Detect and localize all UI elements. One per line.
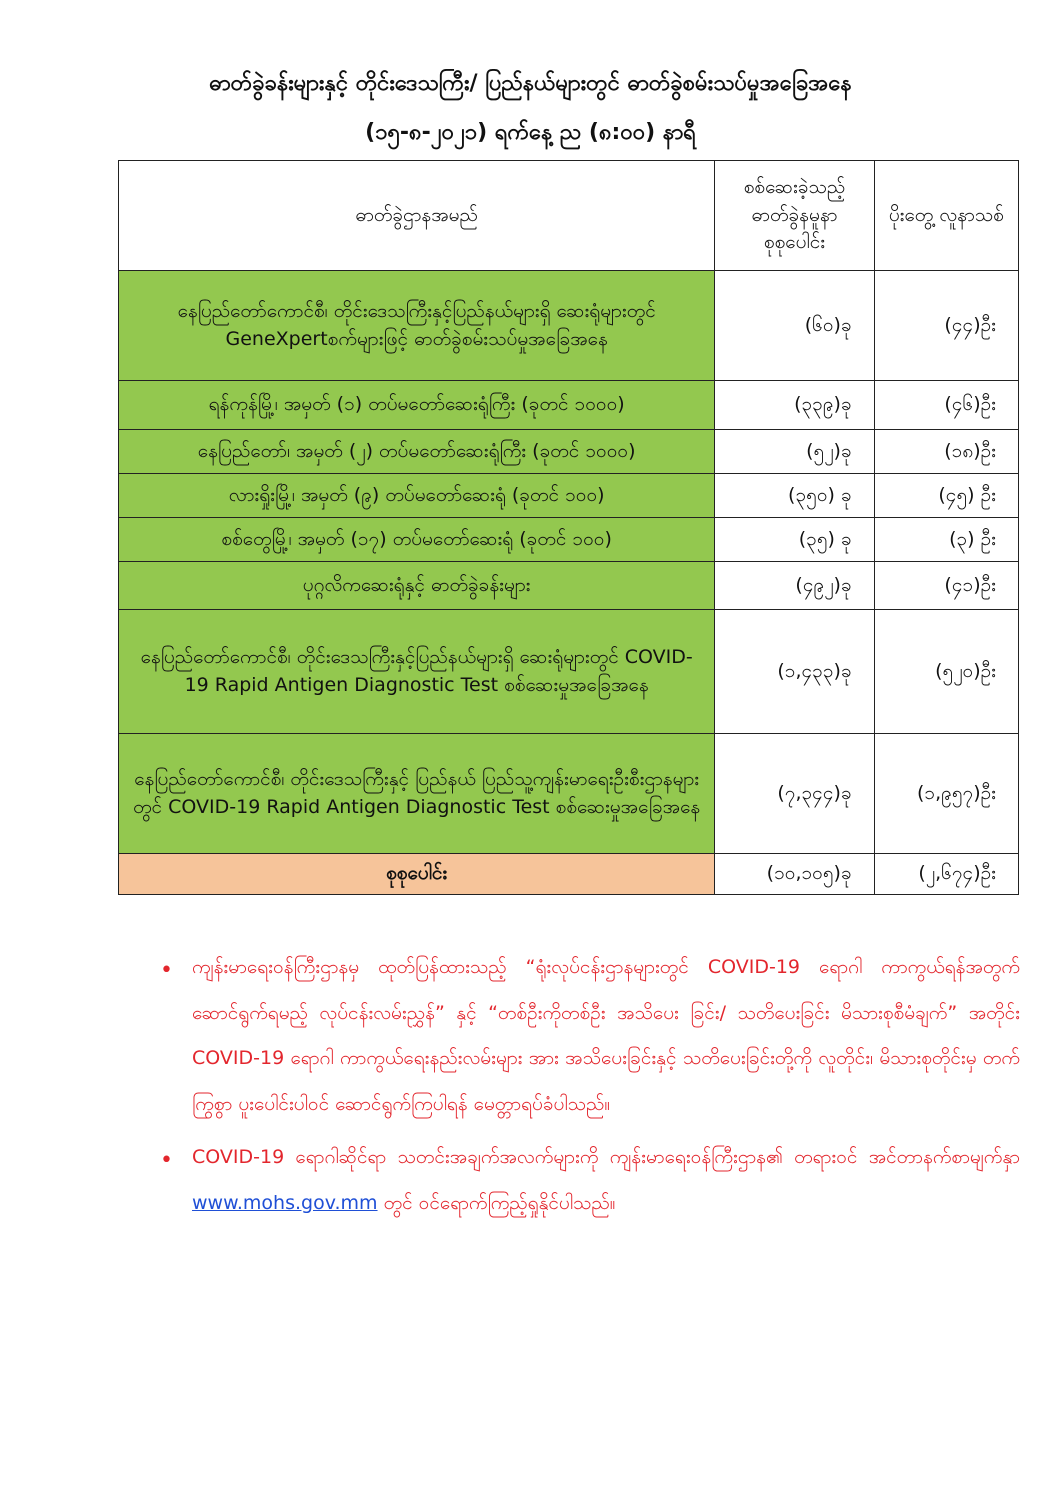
samples-cell: (၁,၄၃၃)ခု bbox=[715, 610, 874, 734]
mohs-website-link[interactable]: www.mohs.gov.mm bbox=[192, 1191, 378, 1214]
table-row bbox=[119, 430, 1019, 474]
table-row bbox=[119, 518, 1019, 562]
total-label-cell: စုစုပေါင်း bbox=[119, 854, 715, 895]
notice-text-before-link: COVID-19 ရောဂါဆိုင်ရာ သတင်းအချက်အလက်များကို ကျန်းမာရေးဝန်ကြီးဌာန၏ တရားဝင် အင်တာနက်စာမျက်နှာ bbox=[192, 1146, 1020, 1169]
lab-name-cell: နေပြည်တော်၊ အမှတ် (၂) တပ်မတော်ဆေးရုံကြီး (ခုတင် ၁၀၀၀) bbox=[119, 430, 715, 474]
table-total-row bbox=[119, 854, 1019, 895]
samples-cell: (၅၂)ခု bbox=[715, 430, 874, 474]
lab-name-cell: နေပြည်တော်ကောင်စီ၊ တိုင်းဒေသကြီးနှင့် ပြည်နယ် ပြည်သူ့ကျန်းမာရေးဦးစီးဌာနများတွင် COVID-19 Rapid Antigen Diagnostic Test စစ်ဆေးမှုအခြေအနေ bbox=[119, 734, 715, 854]
table-row bbox=[119, 474, 1019, 518]
total-samples-cell: (၁၀,၁၀၅)ခု bbox=[715, 854, 874, 895]
lab-name-cell: နေပြည်တော်ကောင်စီ၊ တိုင်းဒေသကြီးနှင့်ပြည်နယ်များရှိ ဆေးရုံများတွင် COVID-19 Rapid Antigen Diagnostic Test စစ်ဆေးမှုအခြေအနေ bbox=[119, 610, 715, 734]
positive-cell: (၄၄)ဦး bbox=[874, 271, 1018, 381]
table-row bbox=[119, 610, 1019, 734]
positive-cell: (၄၅) ဦး bbox=[874, 474, 1018, 518]
notice-text: ကျန်းမာရေးဝန်ကြီးဌာနမှ ထုတ်ပြန်ထားသည့် “ရုံးလုပ်ငန်းဌာနများတွင် COVID-19 ရောဂါ ကာကွယ်ရန်အတွက် ဆောင်ရွက်ရမည့် လုပ်ငန်းလမ်းညွှန်” နှင့် “တစ်ဦးကိုတစ်ဦး အသိပေး ခြင်း/ သတိပေးခြင်း မိသားစုစီမံချက်” အတိုင်း COVID-19 ရောဂါ ကာကွယ်ရေးနည်းလမ်းများ အား အသိပေးခြင်းနှင့် သတိပေးခြင်းတို့ကို လူတိုင်း၊ မိသားစုတိုင်းမှ တက်ကြွစွာ ပူးပေါင်းပါဝင် ဆောင်ရွက်ကြပါရန် မေတ္တာရပ်ခံပါသည်။ bbox=[192, 956, 1020, 1115]
positive-cell: (၄၁)ဦး bbox=[874, 562, 1018, 610]
samples-cell: (၃၃၉)ခု bbox=[715, 381, 874, 430]
lab-testing-table bbox=[118, 160, 1019, 895]
lab-name-cell: စစ်တွေမြို့၊ အမှတ် (၁၇) တပ်မတော်ဆေးရုံ (ခုတင် ၁၀၀) bbox=[119, 518, 715, 562]
positive-cell: (၃) ဦး bbox=[874, 518, 1018, 562]
table-row bbox=[119, 734, 1019, 854]
bullet-icon: • bbox=[160, 1148, 173, 1174]
header-samples-total: စစ်ဆေးခဲ့သည့် ဓာတ်ခွဲနမူနာ စုစုပေါင်း bbox=[715, 161, 874, 271]
lab-name-cell: ရန်ကုန်မြို့၊ အမှတ် (၁) တပ်မတော်ဆေးရုံကြီး (ခုတင် ၁၀၀၀) bbox=[119, 381, 715, 430]
header-new-positive: ပိုးတွေ့ လူနာသစ် bbox=[874, 161, 1018, 271]
total-positive-cell: (၂,၆၇၄)ဦး bbox=[874, 854, 1018, 895]
samples-cell: (၃၅) ခု bbox=[715, 518, 874, 562]
page-title: ဓာတ်ခွဲခန်းများနှင့် တိုင်းဒေသကြီး/ ပြည်နယ်များတွင် ဓာတ်ခွဲစမ်းသပ်မှုအခြေအနေ bbox=[209, 71, 852, 96]
notice-text-after-link: တွင် ဝင်ရောက်ကြည့်ရှုနိုင်ပါသည်။ bbox=[377, 1191, 616, 1214]
notice-item bbox=[160, 945, 1020, 1127]
samples-cell: (၆၀)ခု bbox=[715, 271, 874, 381]
notice-item bbox=[160, 1135, 1020, 1226]
table-row bbox=[119, 271, 1019, 381]
samples-cell: (၃၅၀) ခု bbox=[715, 474, 874, 518]
positive-cell: (၁,၉၅၇)ဦး bbox=[874, 734, 1018, 854]
lab-name-cell: နေပြည်တော်ကောင်စီ၊ တိုင်းဒေသကြီးနှင့်ပြည်နယ်များရှိ ဆေးရုံများတွင် GeneXpertစက်များဖြင့် ဓာတ်ခွဲစမ်းသပ်မှုအခြေအနေ bbox=[119, 271, 715, 381]
table-row bbox=[119, 562, 1019, 610]
table-row bbox=[119, 381, 1019, 430]
positive-cell: (၁၈)ဦး bbox=[874, 430, 1018, 474]
notice-list bbox=[160, 945, 1020, 1235]
report-datetime: (၁၅-၈-၂၀၂၁) ရက်နေ့ ည (၈:၀၀) နာရီ bbox=[365, 120, 696, 145]
samples-cell: (၇,၃၄၄)ခု bbox=[715, 734, 874, 854]
bullet-icon: • bbox=[160, 958, 173, 983]
table-header-row bbox=[119, 161, 1019, 271]
samples-cell: (၄၉၂)ခု bbox=[715, 562, 874, 610]
positive-cell: (၅၂၀)ဦး bbox=[874, 610, 1018, 734]
lab-name-cell: လားရှိုးမြို့၊ အမှတ် (၉) တပ်မတော်ဆေးရုံ (ခုတင် ၁၀၀) bbox=[119, 474, 715, 518]
header-lab-name: ဓာတ်ခွဲဌာနအမည် bbox=[119, 161, 715, 271]
positive-cell: (၄၆)ဦး bbox=[874, 381, 1018, 430]
lab-name-cell: ပုဂ္ဂလိကဆေးရုံနှင့် ဓာတ်ခွဲခန်းများ bbox=[119, 562, 715, 610]
